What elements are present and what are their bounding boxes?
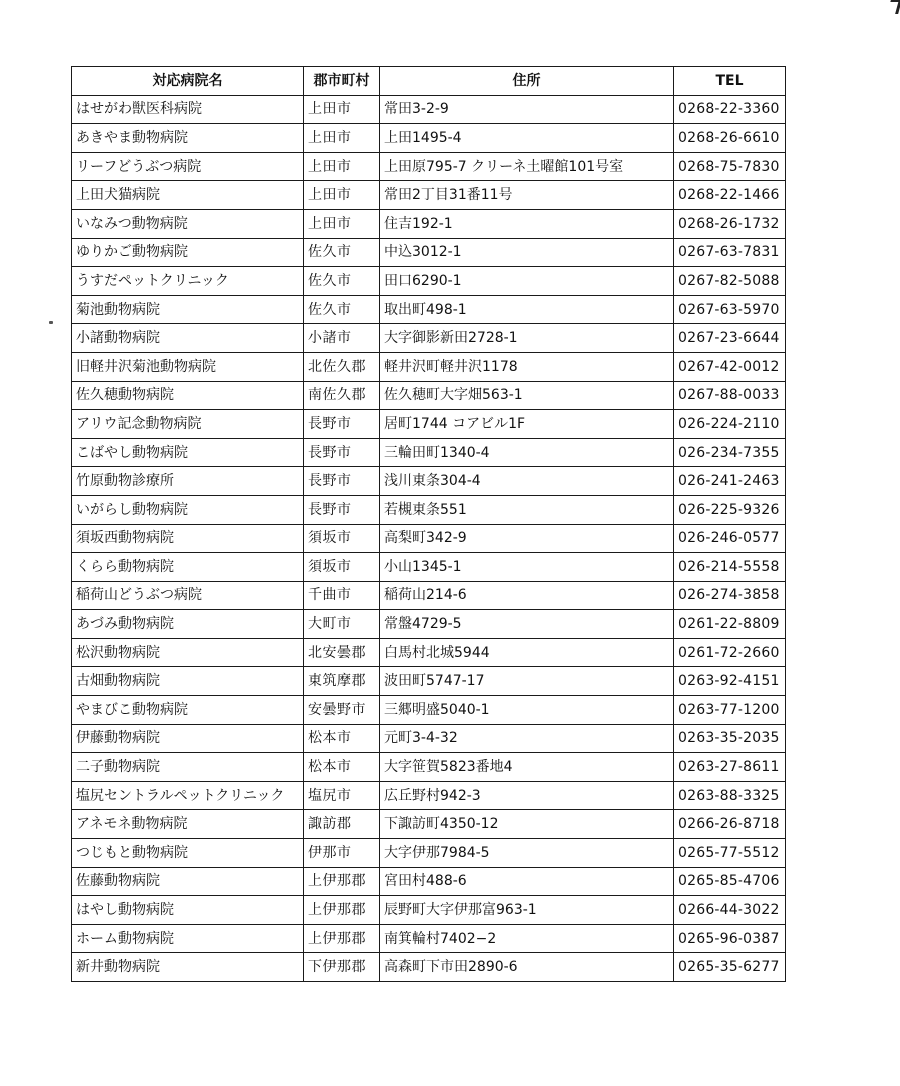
- cell-hospital-name: アリウ記念動物病院: [72, 410, 304, 439]
- cell-hospital-name: 小諸動物病院: [72, 324, 304, 353]
- cell-hospital-name: 塩尻セントラルペットクリニック: [72, 781, 304, 810]
- cell-hospital-name: はやし動物病院: [72, 896, 304, 925]
- cell-hospital-name: アネモネ動物病院: [72, 810, 304, 839]
- cell-tel: 0261-22-8809: [674, 610, 786, 639]
- cell-tel: 0268-75-7830: [674, 152, 786, 181]
- cell-address: 常田3-2-9: [380, 95, 674, 124]
- cell-area: 上田市: [304, 181, 380, 210]
- cell-area: 佐久市: [304, 295, 380, 324]
- table-row: [72, 238, 786, 267]
- cell-tel: 026-214-5558: [674, 553, 786, 582]
- cell-hospital-name: はせがわ獣医科病院: [72, 95, 304, 124]
- cell-tel: 026-224-2110: [674, 410, 786, 439]
- cell-tel: 026-225-9326: [674, 495, 786, 524]
- table-row: [72, 209, 786, 238]
- cell-address: 浅川東条304-4: [380, 467, 674, 496]
- table-row: [72, 667, 786, 696]
- cell-tel: 0267-63-5970: [674, 295, 786, 324]
- cell-address: 居町1744 コアビル1F: [380, 410, 674, 439]
- cell-tel: 0267-82-5088: [674, 267, 786, 296]
- cell-area: 佐久市: [304, 267, 380, 296]
- cell-address: 田口6290-1: [380, 267, 674, 296]
- table-row: [72, 581, 786, 610]
- cell-tel: 0267-88-0033: [674, 381, 786, 410]
- table-row: [72, 924, 786, 953]
- cell-area: 小諸市: [304, 324, 380, 353]
- cell-area: 長野市: [304, 410, 380, 439]
- cell-hospital-name: 竹原動物診療所: [72, 467, 304, 496]
- cell-hospital-name: 上田犬猫病院: [72, 181, 304, 210]
- cell-address: 三郷明盛5040-1: [380, 696, 674, 725]
- cell-address: 広丘野村942-3: [380, 781, 674, 810]
- cell-area: 上伊那郡: [304, 924, 380, 953]
- hospital-table: [71, 66, 786, 982]
- cell-address: 大字笹賀5823番地4: [380, 753, 674, 782]
- cell-area: 上田市: [304, 209, 380, 238]
- cell-area: 塩尻市: [304, 781, 380, 810]
- cell-hospital-name: くらら動物病院: [72, 553, 304, 582]
- cell-tel: 0263-92-4151: [674, 667, 786, 696]
- header-address: 住所: [380, 67, 674, 96]
- cell-tel: 026-241-2463: [674, 467, 786, 496]
- cell-hospital-name: いがらし動物病院: [72, 495, 304, 524]
- cell-tel: 0265-96-0387: [674, 924, 786, 953]
- cell-hospital-name: いなみつ動物病院: [72, 209, 304, 238]
- cell-address: 波田町5747-17: [380, 667, 674, 696]
- cell-address: 大字御影新田2728-1: [380, 324, 674, 353]
- cell-area: 長野市: [304, 495, 380, 524]
- cell-address: 軽井沢町軽井沢1178: [380, 352, 674, 381]
- scan-speck: [49, 321, 53, 324]
- table-row: [72, 553, 786, 582]
- cell-address: 佐久穂町大字畑563-1: [380, 381, 674, 410]
- cell-tel: 0261-72-2660: [674, 638, 786, 667]
- cell-address: 小山1345-1: [380, 553, 674, 582]
- cell-address: 若槻東条551: [380, 495, 674, 524]
- cell-address: 白馬村北城5944: [380, 638, 674, 667]
- table-row: [72, 896, 786, 925]
- cell-hospital-name: つじもと動物病院: [72, 839, 304, 868]
- cell-area: 長野市: [304, 438, 380, 467]
- table-row: [72, 753, 786, 782]
- table-row: [72, 839, 786, 868]
- cell-tel: 0266-44-3022: [674, 896, 786, 925]
- cell-address: 南箕輪村7402−2: [380, 924, 674, 953]
- cell-tel: 0268-22-3360: [674, 95, 786, 124]
- cell-tel: 0268-22-1466: [674, 181, 786, 210]
- table-row: [72, 381, 786, 410]
- cell-area: 上伊那郡: [304, 896, 380, 925]
- cell-hospital-name: ゆりかご動物病院: [72, 238, 304, 267]
- cell-area: 上田市: [304, 124, 380, 153]
- cell-tel: 0263-88-3325: [674, 781, 786, 810]
- cell-address: 元町3-4-32: [380, 724, 674, 753]
- cell-hospital-name: あきやま動物病院: [72, 124, 304, 153]
- table-row: [72, 724, 786, 753]
- table-row: [72, 610, 786, 639]
- cell-area: 諏訪郡: [304, 810, 380, 839]
- header-row: [72, 67, 786, 96]
- cell-address: 高森町下市田2890-6: [380, 953, 674, 982]
- cell-hospital-name: 須坂西動物病院: [72, 524, 304, 553]
- cell-tel: 0268-26-1732: [674, 209, 786, 238]
- table-row: [72, 638, 786, 667]
- cell-hospital-name: 菊池動物病院: [72, 295, 304, 324]
- table-row: [72, 867, 786, 896]
- cell-tel: 0266-26-8718: [674, 810, 786, 839]
- cell-address: 住吉192-1: [380, 209, 674, 238]
- cell-area: 須坂市: [304, 553, 380, 582]
- table-row: [72, 467, 786, 496]
- header-name: 対応病院名: [72, 67, 304, 96]
- header-area: 郡市町村: [304, 67, 380, 96]
- cell-area: 松本市: [304, 724, 380, 753]
- cell-address: 常田2丁目31番11号: [380, 181, 674, 210]
- cell-tel: 0263-35-2035: [674, 724, 786, 753]
- cell-tel: 0263-77-1200: [674, 696, 786, 725]
- cell-area: 大町市: [304, 610, 380, 639]
- table-row: [72, 524, 786, 553]
- cell-area: 千曲市: [304, 581, 380, 610]
- cell-tel: 0263-27-8611: [674, 753, 786, 782]
- cell-hospital-name: こばやし動物病院: [72, 438, 304, 467]
- cell-hospital-name: 松沢動物病院: [72, 638, 304, 667]
- cell-area: 須坂市: [304, 524, 380, 553]
- cell-address: 上田原795-7 クリーネ土曜館101号室: [380, 152, 674, 181]
- table-row: [72, 124, 786, 153]
- cell-address: 中込3012-1: [380, 238, 674, 267]
- cell-hospital-name: 伊藤動物病院: [72, 724, 304, 753]
- cell-hospital-name: 古畑動物病院: [72, 667, 304, 696]
- cell-area: 北安曇郡: [304, 638, 380, 667]
- cell-address: 高梨町342-9: [380, 524, 674, 553]
- cell-tel: 0265-35-6277: [674, 953, 786, 982]
- table-row: [72, 781, 786, 810]
- table-row: [72, 152, 786, 181]
- cell-address: 辰野町大字伊那富963-1: [380, 896, 674, 925]
- table-body: [72, 95, 786, 981]
- cell-area: 松本市: [304, 753, 380, 782]
- cell-tel: 026-274-3858: [674, 581, 786, 610]
- cell-hospital-name: ホーム動物病院: [72, 924, 304, 953]
- header-tel: TEL: [674, 67, 786, 96]
- cell-area: 上伊那郡: [304, 867, 380, 896]
- cell-address: 常盤4729-5: [380, 610, 674, 639]
- table-row: [72, 352, 786, 381]
- cell-address: 稲荷山214-6: [380, 581, 674, 610]
- table-row: [72, 810, 786, 839]
- cell-address: 下諏訪町4350-12: [380, 810, 674, 839]
- cell-address: 上田1495-4: [380, 124, 674, 153]
- cell-address: 宮田村488-6: [380, 867, 674, 896]
- table-row: [72, 267, 786, 296]
- cell-hospital-name: 二子動物病院: [72, 753, 304, 782]
- table-row: [72, 95, 786, 124]
- cell-tel: 026-246-0577: [674, 524, 786, 553]
- table-row: [72, 295, 786, 324]
- cell-area: 上田市: [304, 152, 380, 181]
- table-row: [72, 438, 786, 467]
- cell-area: 安曇野市: [304, 696, 380, 725]
- cell-hospital-name: リーフどうぶつ病院: [72, 152, 304, 181]
- cell-hospital-name: 稲荷山どうぶつ病院: [72, 581, 304, 610]
- cell-hospital-name: 佐久穂動物病院: [72, 381, 304, 410]
- cell-hospital-name: やまびこ動物病院: [72, 696, 304, 725]
- cell-hospital-name: 新井動物病院: [72, 953, 304, 982]
- cell-tel: 026-234-7355: [674, 438, 786, 467]
- table-row: [72, 181, 786, 210]
- cell-tel: 0267-23-6644: [674, 324, 786, 353]
- cell-area: 長野市: [304, 467, 380, 496]
- cell-tel: 0267-42-0012: [674, 352, 786, 381]
- cell-area: 伊那市: [304, 839, 380, 868]
- cell-area: 東筑摩郡: [304, 667, 380, 696]
- table-row: [72, 410, 786, 439]
- cell-address: 大字伊那7984-5: [380, 839, 674, 868]
- cell-address: 三輪田町1340-4: [380, 438, 674, 467]
- cell-hospital-name: あづみ動物病院: [72, 610, 304, 639]
- table-row: [72, 696, 786, 725]
- cell-hospital-name: 旧軽井沢菊池動物病院: [72, 352, 304, 381]
- table-row: [72, 953, 786, 982]
- cell-tel: 0265-85-4706: [674, 867, 786, 896]
- table-row: [72, 495, 786, 524]
- table-header: [72, 67, 786, 96]
- scan-corner-mark: [887, 0, 900, 14]
- cell-hospital-name: 佐藤動物病院: [72, 867, 304, 896]
- cell-tel: 0267-63-7831: [674, 238, 786, 267]
- cell-hospital-name: うすだペットクリニック: [72, 267, 304, 296]
- cell-area: 佐久市: [304, 238, 380, 267]
- cell-address: 取出町498-1: [380, 295, 674, 324]
- cell-area: 下伊那郡: [304, 953, 380, 982]
- table-row: [72, 324, 786, 353]
- cell-area: 南佐久郡: [304, 381, 380, 410]
- cell-tel: 0268-26-6610: [674, 124, 786, 153]
- cell-area: 北佐久郡: [304, 352, 380, 381]
- cell-tel: 0265-77-5512: [674, 839, 786, 868]
- cell-area: 上田市: [304, 95, 380, 124]
